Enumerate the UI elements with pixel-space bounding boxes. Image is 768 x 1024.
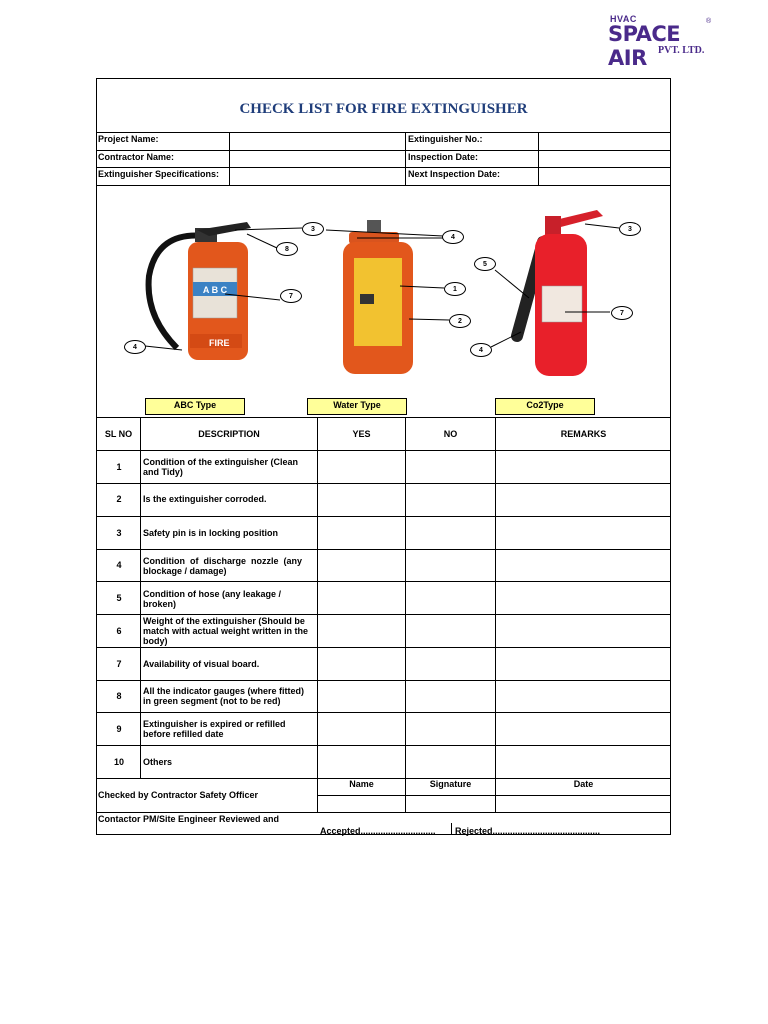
header-yes: YES [352, 429, 371, 439]
extinguisher-no-field[interactable] [539, 133, 671, 150]
row-description: Condition of hose (any leakage / broken) [143, 589, 282, 609]
divider [96, 614, 671, 615]
header-sl-no: SL NO [104, 429, 133, 439]
divider [317, 417, 318, 812]
next-inspection-date-field[interactable] [539, 168, 671, 185]
date-header: Date [573, 779, 594, 789]
callout-4-water: 4 [442, 230, 464, 244]
row-description: Others [143, 757, 173, 767]
row-description: Condition of the extinguisher (Clean and Tidy) [143, 457, 298, 477]
officer-name-field[interactable] [318, 796, 405, 812]
row-description: Safety pin is in locking position [143, 528, 279, 538]
row-number: 3 [116, 528, 122, 538]
abc-body-text: FIRE [209, 338, 230, 348]
row-description: Weight of the extinguisher (Should be match with actual weight written in the body) [143, 616, 309, 646]
divider [96, 549, 671, 550]
callout-7-co2: 7 [611, 306, 633, 320]
callout-1-water: 1 [444, 282, 466, 296]
divider [96, 581, 671, 582]
callout-4-co2: 4 [470, 343, 492, 357]
co2-type-label: Co2Type [495, 398, 595, 415]
divider [495, 417, 496, 812]
callout-8-abc: 8 [276, 242, 298, 256]
signature-header: Signature [429, 779, 472, 789]
abc-type-label: ABC Type [145, 398, 245, 415]
abc-panel-text: A B C [202, 285, 228, 295]
divider [96, 680, 671, 681]
row-description: All the indicator gauges (where fitted) in green segment (not to be red) [143, 686, 305, 706]
header-remarks: REMARKS [560, 429, 607, 439]
callout-5-co2: 5 [474, 257, 496, 271]
row-description: Extinguisher is expired or refilled before refilled date [143, 719, 286, 739]
officer-date-field[interactable] [496, 796, 671, 812]
contractor-name-field[interactable] [230, 151, 405, 167]
extinguisher-specs-label: Extinguisher Specifications: [98, 169, 220, 179]
row-number: 5 [116, 593, 122, 603]
logo-registered-mark: ® [706, 18, 712, 25]
logo-hvac-text: HVAC [610, 14, 637, 24]
divider [96, 745, 671, 746]
co2-extinguisher-image [517, 210, 603, 376]
inspection-date-label: Inspection Date: [408, 152, 479, 162]
header-no: NO [443, 429, 458, 439]
next-inspection-date-label: Next Inspection Date: [408, 169, 501, 179]
row-description: Is the extinguisher corroded. [143, 494, 267, 504]
row-number: 10 [113, 757, 124, 767]
row-number: 1 [116, 462, 122, 472]
reviewed-by-label: Contactor PM/Site Engineer Reviewed and [98, 814, 280, 824]
row-number: 6 [116, 626, 122, 636]
row-description: Condition of discharge nozzle (any blockage / damage) [143, 556, 303, 576]
water-extinguisher-image [343, 220, 413, 374]
divider [96, 647, 671, 648]
inspection-date-field[interactable] [539, 151, 671, 167]
row-number: 8 [116, 691, 122, 701]
row-number: 9 [116, 724, 122, 734]
divider [96, 483, 671, 484]
logo-brand-text: SPACE AIR [608, 22, 681, 70]
project-name-field[interactable] [230, 133, 405, 150]
divider [451, 823, 452, 835]
accepted-field[interactable]: Accepted.............................. [320, 826, 436, 836]
row-number: 2 [116, 494, 122, 504]
extinguisher-no-label: Extinguisher No.: [408, 134, 483, 144]
extinguisher-specs-field[interactable] [230, 168, 405, 185]
callout-2-water: 2 [449, 314, 471, 328]
divider [96, 516, 671, 517]
water-type-label: Water Type [307, 398, 407, 415]
project-name-label: Project Name: [98, 134, 159, 144]
company-logo [606, 12, 716, 70]
row-number: 4 [116, 560, 122, 570]
rejected-field[interactable]: Rejected........................................... [455, 826, 601, 836]
callout-3-abc: 3 [302, 222, 324, 236]
officer-signature-field[interactable] [406, 796, 495, 812]
divider [96, 712, 671, 713]
header-description: DESCRIPTION [198, 429, 260, 439]
logo-suffix-text: PVT. LTD. [658, 45, 705, 56]
divider [405, 417, 406, 812]
divider [405, 132, 406, 185]
row-number: 7 [116, 659, 122, 669]
callout-7-abc: 7 [280, 289, 302, 303]
row-description: Availability of visual board. [143, 659, 260, 669]
contractor-name-label: Contractor Name: [98, 152, 175, 162]
callout-4-abc: 4 [124, 340, 146, 354]
divider [96, 417, 671, 418]
page-title: CHECK LIST FOR FIRE EXTINGUISHER [239, 101, 528, 117]
callout-3-co2: 3 [619, 222, 641, 236]
divider [96, 450, 671, 451]
name-header: Name [349, 779, 374, 789]
checked-by-label: Checked by Contractor Safety Officer [98, 790, 259, 800]
abc-extinguisher-image [149, 222, 251, 360]
divider [96, 812, 671, 813]
extinguisher-illustration [97, 186, 671, 398]
